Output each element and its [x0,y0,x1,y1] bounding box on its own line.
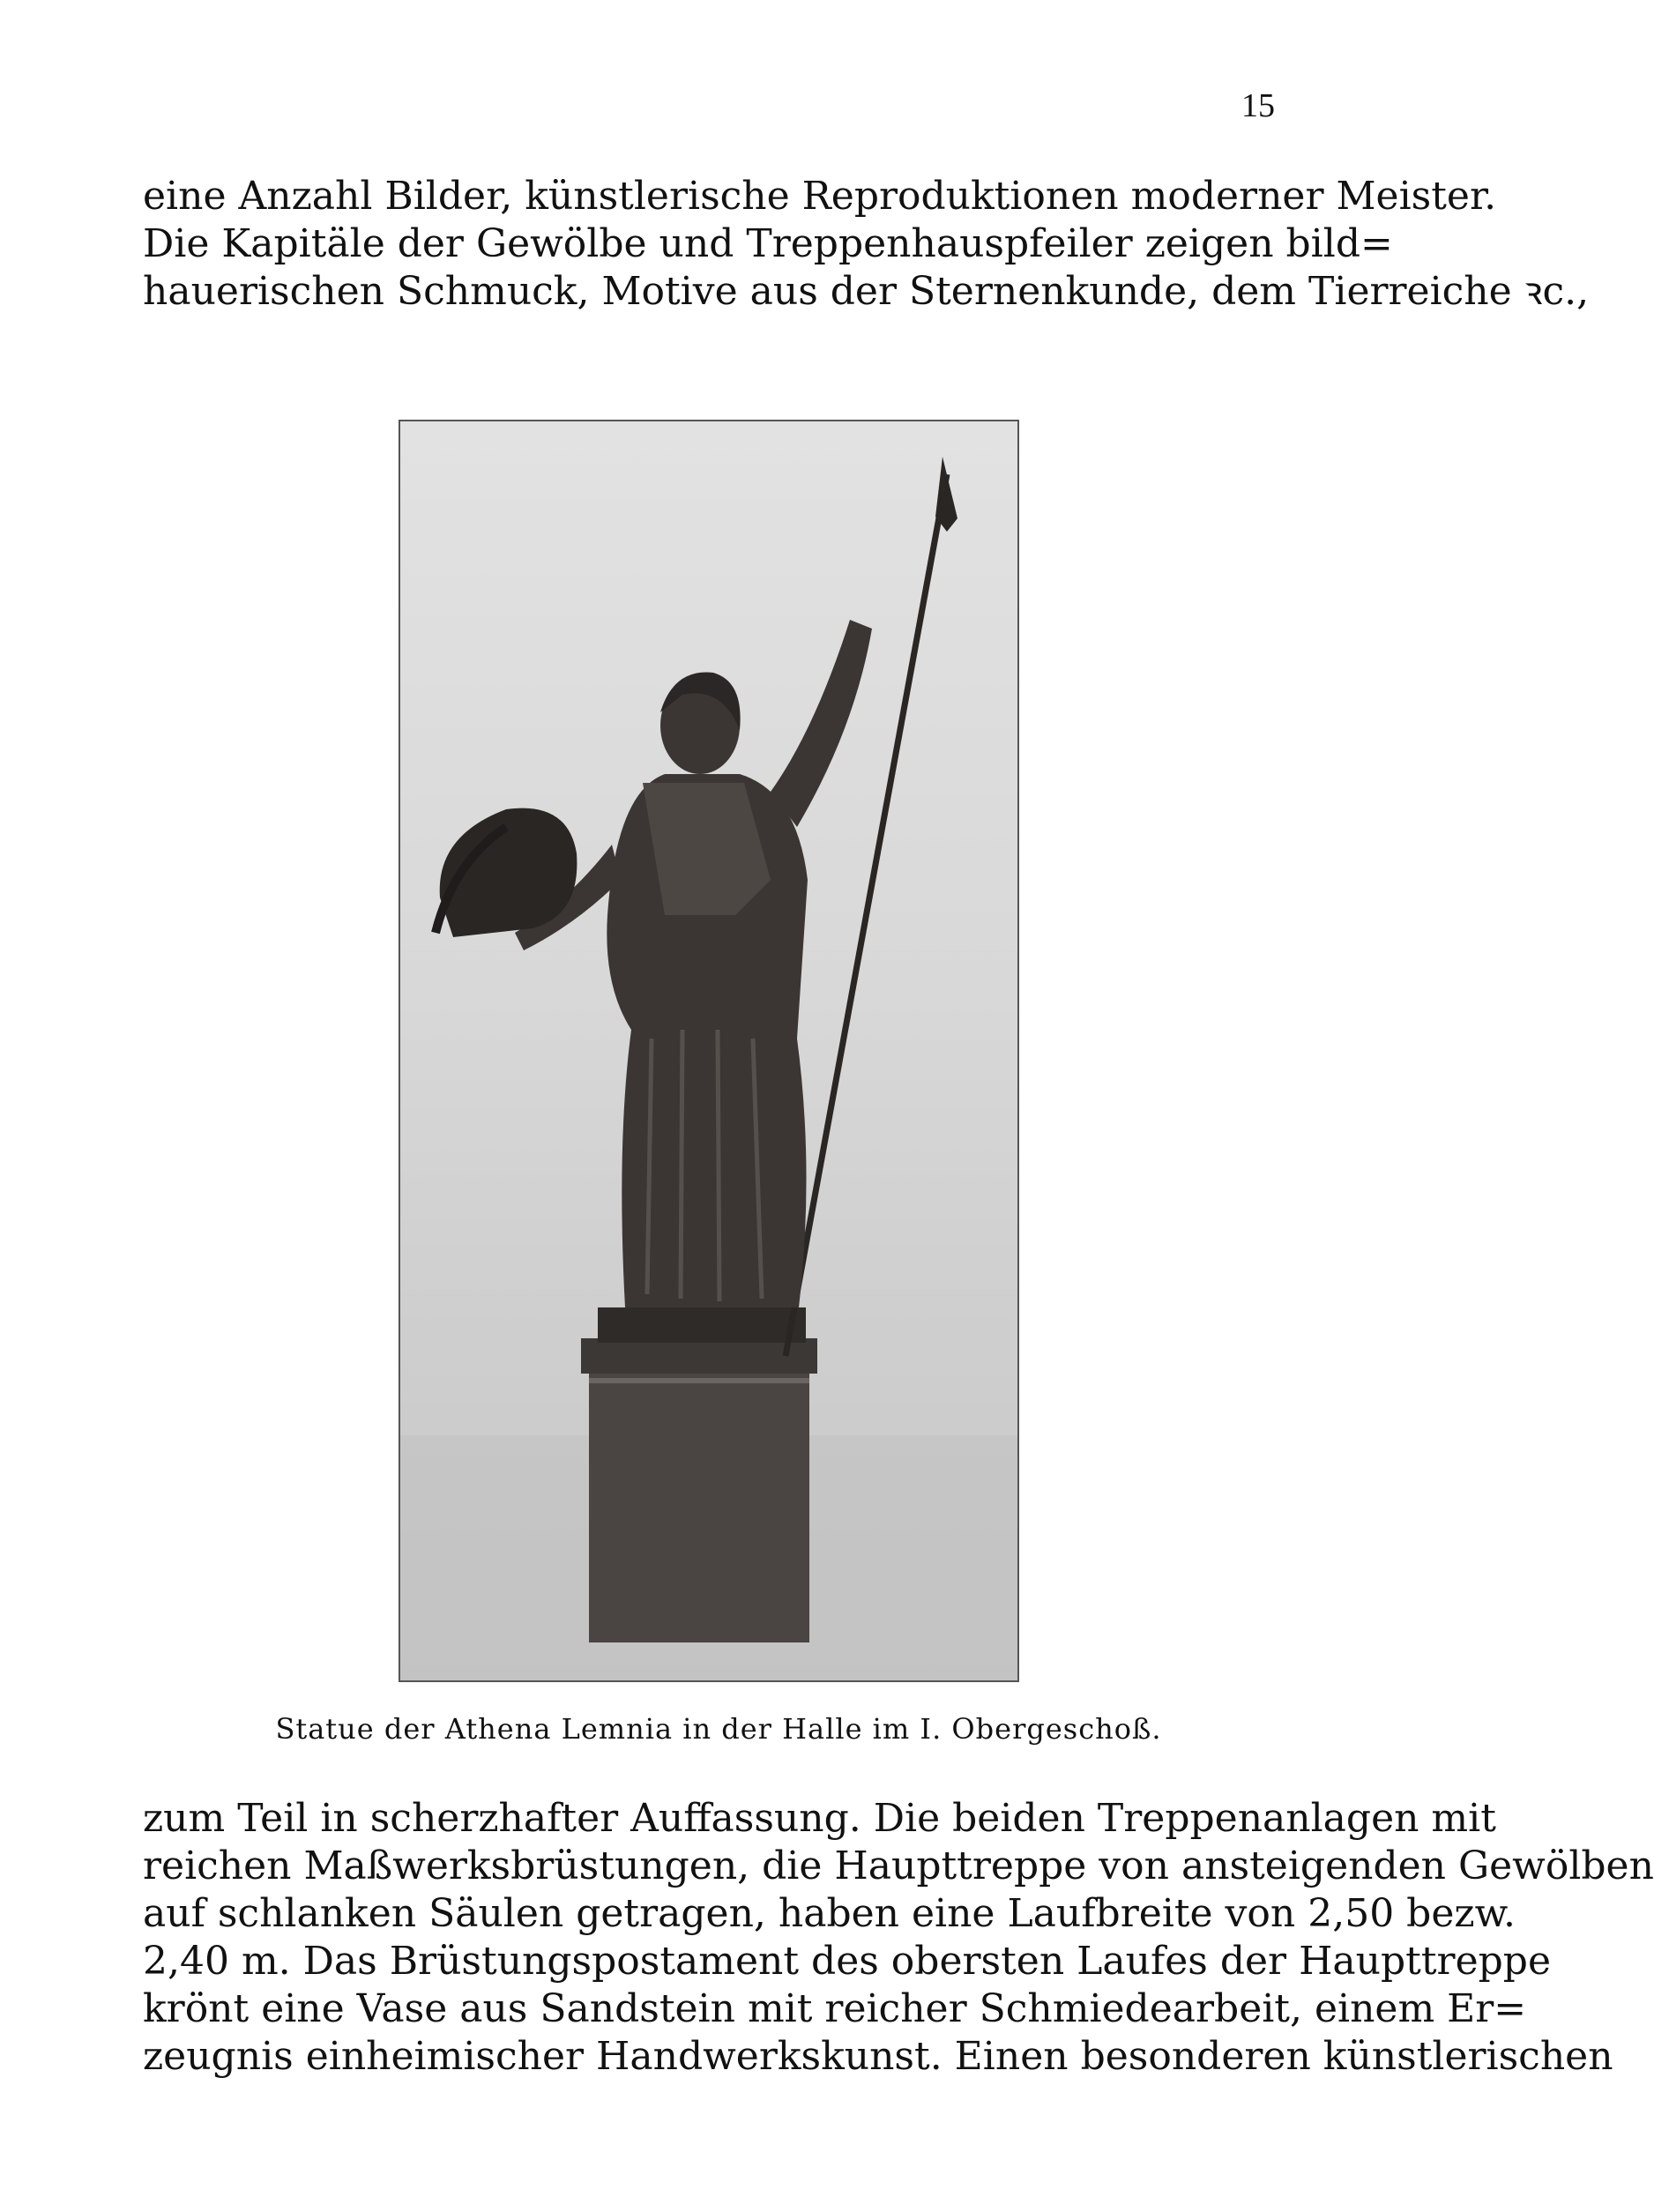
paragraph-line: zum Teil in scherzhafter Auffassung. Die beiden Treppenanlagen mit [143,1796,1496,1841]
pedestal-highlight [589,1378,809,1383]
spear-shaft [786,474,947,1356]
spear-head [935,457,957,532]
page-number: 15 [1241,87,1275,124]
paragraph-line: eine Anzahl Bilder, künstlerische Reproduktionen moderner Meister. [143,174,1497,219]
bottom-paragraph [143,1795,1654,2081]
paragraph-line: reichen Maßwerksbrüstungen, die Haupttreppe von ansteigenden Gewölben [143,1843,1654,1888]
pedestal-top [581,1338,817,1374]
pedestal [589,1369,809,1642]
paragraph-line: hauerischen Schmuck, Motive aus der Sternenkunde, dem Tierreiche ꝛc., [143,269,1590,314]
paragraph-line: 2,40 m. Das Brüstungspostament des obersten Laufes der Haupttreppe [143,1939,1551,1984]
statue-base-side [598,1307,806,1343]
paragraph-line: zeugnis einheimischer Handwerkskunst. Einen besonderen künstlerischen [143,2034,1613,2079]
statue-photograph [399,420,1019,1682]
top-paragraph [143,173,1590,316]
figure-caption: Statue der Athena Lemnia in der Halle im I. Obergeschoß. [275,1712,1162,1746]
paragraph-line: auf schlanken Säulen getragen, haben eine Laufbreite von 2,50 bezw. [143,1891,1516,1936]
raised-arm [771,620,872,827]
paragraph-line: Die Kapitäle der Gewölbe und Treppenhauspfeiler zeigen bild= [143,221,1393,266]
paragraph-line: krönt eine Vase aus Sandstein mit reicher Schmiedearbeit, einem Er= [143,1986,1527,2031]
